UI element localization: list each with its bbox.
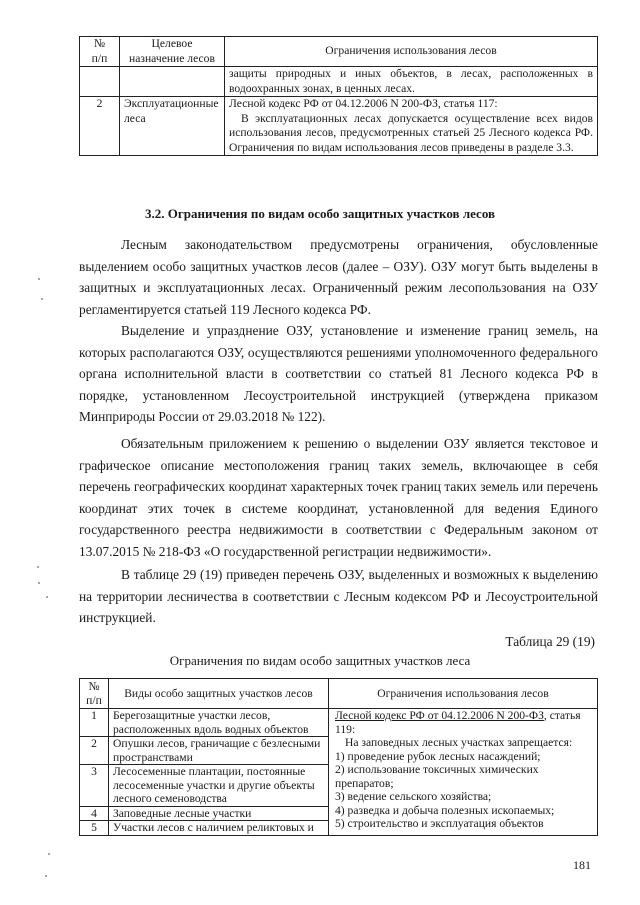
scan-speck: [45, 875, 47, 877]
forest-purpose-table: [79, 36, 598, 156]
col-num-header: № п/п: [80, 37, 120, 67]
restrictions-intro: На заповедных лесных участках запрещается:: [345, 736, 573, 749]
col-limits-header: Ограничения использования лесов: [329, 679, 598, 709]
restriction-item: 5) строительство и эксплуатация объектов: [335, 817, 544, 830]
row-num: 2: [80, 737, 109, 765]
restrictions-cell: [329, 709, 598, 836]
col-purpose-header: Целевое назначение лесов: [120, 37, 225, 67]
paragraph: Выделение и упразднение ОЗУ, установление и изменение границ земель, на которых располагаются ОЗУ, осуществляются решениями уполномоченного федерального органа исполнительной власти в соответствии со статьей 81 Лесного кодекса РФ в порядке, установленном Лесоустроительной инструкцией (утверждена приказом Минприроды России от 29.03.2018 № 122).: [79, 323, 598, 425]
scan-speck: [48, 853, 50, 855]
scan-speck: [46, 596, 48, 598]
law-reference: Лесной кодекс РФ от 04.12.2006 N 200-ФЗ, статья 117:: [229, 97, 498, 110]
table-caption: Таблица 29 (19): [505, 634, 595, 649]
limits-text: В эксплуатационных лесах допускается осуществление всех видов использования лесов, предусмотренных статьей 25 Лесного кодекса РФ. Ограничения по видам использования лесов приведены в разделе 3.3.: [229, 111, 593, 154]
paragraph: Обязательным приложением к решению о выделении ОЗУ является текстовое и графическое описание местоположения границ таких земель, включающее в себя перечень географических координат характерных точек границ таких земель или перечень координат этих точек в системе координат, установленной для ведения Единого государственного реестра недвижимости в соответствии с Федеральным законом от 13.07.2015 № 218-ФЗ «О государственной регистрации недвижимости».: [79, 436, 598, 559]
row-limits: [225, 97, 598, 156]
row-num: 4: [80, 806, 109, 821]
scan-speck: [37, 566, 39, 568]
section-heading: 3.2. Ограничения по видам особо защитных участков лесов: [144, 206, 496, 221]
table-header-row: [80, 37, 598, 67]
restriction-item: 1) проведение рубок лесных насаждений;: [335, 749, 541, 763]
law-suffix: , статья 119:: [335, 709, 581, 736]
row-continuation-text: защиты природных и иных объектов, в лесах, расположенных в водоохранных зонах, в ценных лесах.: [225, 67, 598, 97]
ozu-restrictions-table: [79, 678, 598, 836]
table-row: [80, 97, 598, 156]
law-line: [335, 709, 593, 736]
table-header-row: [80, 679, 598, 709]
row-purpose: Эксплуатационные леса: [120, 97, 225, 156]
table-title: Ограничения по видам особо защитных участков леса: [169, 653, 471, 668]
paragraph: Лесным законодательством предусмотрены ограничения, обусловленные выделением особо защитных участков лесов (далее – ОЗУ). ОЗУ могут быть выделены в защитных и эксплуатационных лесах. Ограниченный режим лесопользования на ОЗУ регламентируется статьей 119 Лесного кодекса РФ.: [79, 237, 598, 317]
table-row: [80, 709, 598, 737]
row-num: 2: [80, 97, 120, 156]
law-link[interactable]: Лесной кодекс РФ от 04.12.2006 N 200-ФЗ: [335, 709, 544, 722]
restriction-item: 2) использование токсичных химических препаратов;: [335, 763, 539, 790]
row-kind: Участки лесов с наличием реликтовых и: [109, 821, 329, 836]
restriction-item: 4) разведка и добыча полезных ископаемых;: [335, 803, 555, 817]
row-kind: Опушки лесов, граничащие с безлесными пространствами: [109, 737, 329, 765]
row-kind: Заповедные лесные участки: [109, 806, 329, 821]
col-num-header: № п/п: [80, 679, 109, 709]
row-num: 1: [80, 709, 109, 737]
scan-speck: [41, 298, 43, 300]
col-kind-header: Виды особо защитных участков лесов: [109, 679, 329, 709]
paragraph: В таблице 29 (19) приведен перечень ОЗУ, выделенных и возможных к выделению на территории лесничества в соответствии с Лесным кодексом РФ и Лесоустроительной инструкцией.: [79, 567, 598, 626]
row-kind: Берегозащитные участки лесов, расположенных вдоль водных объектов: [109, 709, 329, 737]
page-number: 181: [573, 858, 591, 872]
scan-speck: [38, 582, 40, 584]
col-limits-header: Ограничения использования лесов: [225, 37, 598, 67]
row-kind: Лесосеменные плантации, постоянные лесосеменные участки и другие объекты лесного семеноводства: [109, 765, 329, 807]
table-row: [80, 67, 598, 97]
row-num: 3: [80, 765, 109, 807]
row-num: 5: [80, 821, 109, 836]
restriction-item: 3) ведение сельского хозяйства;: [335, 790, 492, 803]
scan-speck: [38, 278, 40, 280]
